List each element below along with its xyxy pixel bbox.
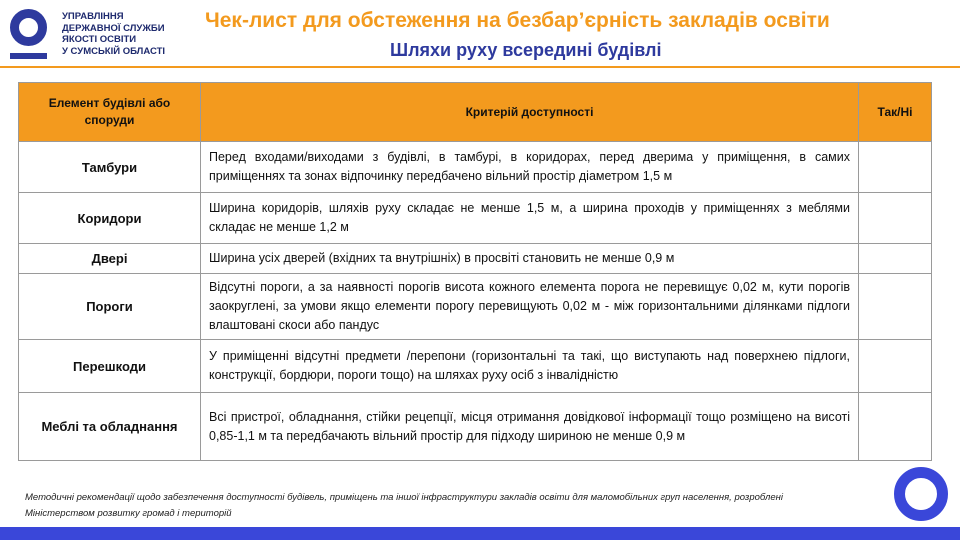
organization-line: ЯКОСТІ ОСВІТИ	[62, 34, 137, 45]
element-cell: Меблі та обладнання	[19, 393, 201, 461]
table-row	[19, 393, 932, 461]
criterion-cell: У приміщенні відсутні предмети /перепони (горизонтальні та такі, що виступають над поверхнею підлоги, конструкції, бордюри, пороги тощо) на шляхах руху осіб з інвалідністю	[201, 340, 859, 393]
table-row	[19, 193, 932, 244]
bottom-bar	[0, 527, 960, 540]
checklist-table	[18, 82, 932, 461]
table-row	[19, 274, 932, 340]
criterion-cell: Відсутні пороги, а за наявності порогів висота кожного елемента порога не перевищує 0,02 м, кути порогів заокруглені, за умови якщо елементи порогу перевищують 0,02 м - між горизонтальними ділянками підлоги влаштовані скоси або пандус	[201, 274, 859, 340]
column-header-element: Елемент будівлі або споруди	[19, 83, 201, 142]
element-cell: Пороги	[19, 274, 201, 340]
element-cell: Тамбури	[19, 142, 201, 193]
element-cell: Перешкоди	[19, 340, 201, 393]
corner-ring-icon	[894, 467, 948, 521]
table-row	[19, 142, 932, 193]
table-row	[19, 340, 932, 393]
logo-bar-icon	[10, 53, 47, 59]
page-subtitle: Шляхи руху всередині будівлі	[390, 40, 662, 60]
answer-cell[interactable]	[859, 393, 932, 461]
organization-line: УПРАВЛІННЯ	[62, 11, 124, 22]
page-title: Чек-лист для обстеження на безбар’єрність закладів освіти	[205, 9, 830, 32]
answer-cell[interactable]	[859, 340, 932, 393]
column-header-answer: Так/Ні	[859, 83, 932, 142]
answer-cell[interactable]	[859, 142, 932, 193]
organization-line: У СУМСЬКІЙ ОБЛАСТІ	[62, 45, 166, 57]
criterion-cell: Ширина коридорів, шляхів руху складає не менше 1,5 м, а ширина проходів у приміщеннях з меблями складає не менше 1,2 м	[201, 193, 859, 244]
table-row	[19, 244, 932, 274]
answer-cell[interactable]	[859, 193, 932, 244]
organization-name	[62, 11, 165, 57]
table-header-row	[19, 83, 932, 142]
element-cell: Коридори	[19, 193, 201, 244]
answer-cell[interactable]	[859, 274, 932, 340]
column-header-criterion: Критерій доступності	[201, 83, 859, 142]
criterion-cell: Ширина усіх дверей (вхідних та внутрішніх) в просвіті становить не менше 0,9 м	[201, 244, 859, 274]
organization-line: ДЕРЖАВНОЇ СЛУЖБИ	[62, 22, 165, 34]
footnote: Методичні рекомендації щодо забезпечення доступності будівель, приміщень та іншої інфраструктури закладів освіти для маломобільних груп населення, розроблені Міністерством розвитку громад і територій	[25, 492, 783, 519]
criterion-cell: Всі пристрої, обладнання, стійки рецепції, місця отримання довідкової інформації тощо розміщено на висоті 0,85-1,1 м та передбачають вільний простір для підходу шириною не менше 0,9 м	[201, 393, 859, 461]
header-divider	[0, 66, 960, 68]
element-cell: Двері	[19, 244, 201, 274]
criterion-cell: Перед входами/виходами з будівлі, в тамбурі, в коридорах, перед дверима у приміщення, в самих приміщеннях та зонах відпочинку передбачено вільний простір діаметром 1,5 м	[201, 142, 859, 193]
answer-cell[interactable]	[859, 244, 932, 274]
logo-ring-icon	[10, 9, 47, 46]
